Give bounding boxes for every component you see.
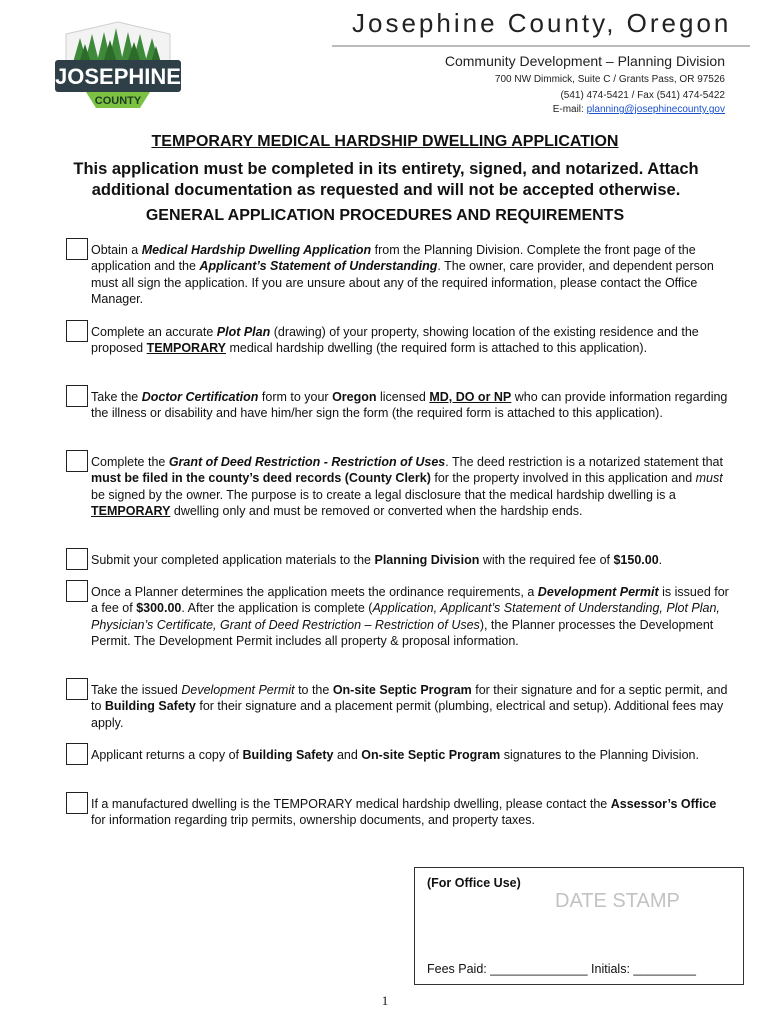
office-address: 700 NW Dimmick, Suite C / Grants Pass, OR 97526 (494, 74, 725, 85)
checkbox[interactable] (66, 548, 88, 570)
intro-instructions: This application must be completed in its entirety, signed, and notarized. Attach additional documentation as requested and will not be accepted otherwise. (73, 160, 699, 199)
checkbox[interactable] (66, 580, 88, 602)
email-label: E-mail: (552, 104, 584, 115)
checkbox[interactable] (66, 678, 88, 700)
item-text: Obtain a Medical Hardship Dwelling Application from the Planning Division. Complete the front page of the application and the Applicant’s Statement of Understanding. The owner, care provider, and dependent person must all sign the application. If you are unsure about any of the required information, please contact the Office Manager. (91, 243, 714, 307)
item-text: Applicant returns a copy of Building Safety and On-site Septic Program signatures to the Planning Division. (91, 748, 699, 762)
item-text: Take the Doctor Certification form to your Oregon licensed MD, DO or NP who can provide information regarding the illness or disability and have him/her sign the form (the required form is attached to this application). (91, 390, 728, 421)
checkbox[interactable] (66, 792, 88, 814)
logo-subword: COUNTY (94, 95, 142, 107)
section-title: GENERAL APPLICATION PROCEDURES AND REQUIREMENTS (145, 207, 625, 224)
page-number: 1 (381, 993, 389, 1008)
item-text: Once a Planner determines the application meets the ordinance requirements, a Development Permit is issued for a fee of $300.00. After the application is complete (Application, Applicant’s Statement of Understanding, Plot Plan, Physician’s Certificate, Grant of Deed Restriction – Restriction of Uses), the Planner processes the Development Permit. The Development Permit includes all property & proposal information. (91, 585, 729, 649)
logo-wordmark: JOSEPHINE (55, 64, 181, 89)
item-text: Complete an accurate Plot Plan (drawing) of your property, showing location of the existing residence and the proposed TEMPORARY medical hardship dwelling (the required form is attached to this application). (91, 325, 699, 356)
checkbox[interactable] (66, 238, 88, 260)
checkbox[interactable] (66, 385, 88, 407)
email-link[interactable]: planning@josephinecounty.gov (586, 104, 725, 115)
checkbox[interactable] (66, 743, 88, 765)
office-email-line (553, 104, 725, 115)
document-title: TEMPORARY MEDICAL HARDSHIP DWELLING APPLICATION (151, 133, 619, 150)
item-text: Complete the Grant of Deed Restriction - Restriction of Uses. The deed restriction is a notarized statement that must be filed in the county’s deed records (County Clerk) for the property involved in this application and must be signed by the owner. The purpose is to create a legal disclosure that the medical hardship dwelling is a TEMPORARY dwelling only and must be removed or converted when the hardship ends. (91, 455, 723, 519)
checkbox[interactable] (66, 450, 88, 472)
fees-paid-line: Fees Paid: ______________ Initials: _________ (427, 962, 696, 976)
office-use-box (414, 867, 744, 985)
item-text: Submit your completed application materials to the Planning Division with the required fee of $150.00. (91, 553, 663, 567)
item-text: If a manufactured dwelling is the TEMPORARY medical hardship dwelling, please contact the Assessor’s Office for information regarding trip permits, ownership documents, and property taxes. (91, 797, 717, 828)
office-phone: (541) 474-5421 / Fax (541) 474-5422 (560, 90, 725, 101)
item-text: Take the issued Development Permit to the On-site Septic Program for their signature and for a septic permit, and to Building Safety for their signature and a placement permit (plumbing, electrical and setup). Additional fees may apply. (91, 683, 728, 730)
checkbox[interactable] (66, 320, 88, 342)
date-stamp-area: DATE STAMP (555, 890, 680, 912)
josephine-county-logo (52, 20, 184, 116)
county-title: Josephine County, Oregon (352, 8, 732, 38)
office-use-title: (For Office Use) (427, 876, 521, 890)
division-name: Community Development – Planning Division (444, 53, 725, 69)
header-divider (332, 45, 750, 47)
